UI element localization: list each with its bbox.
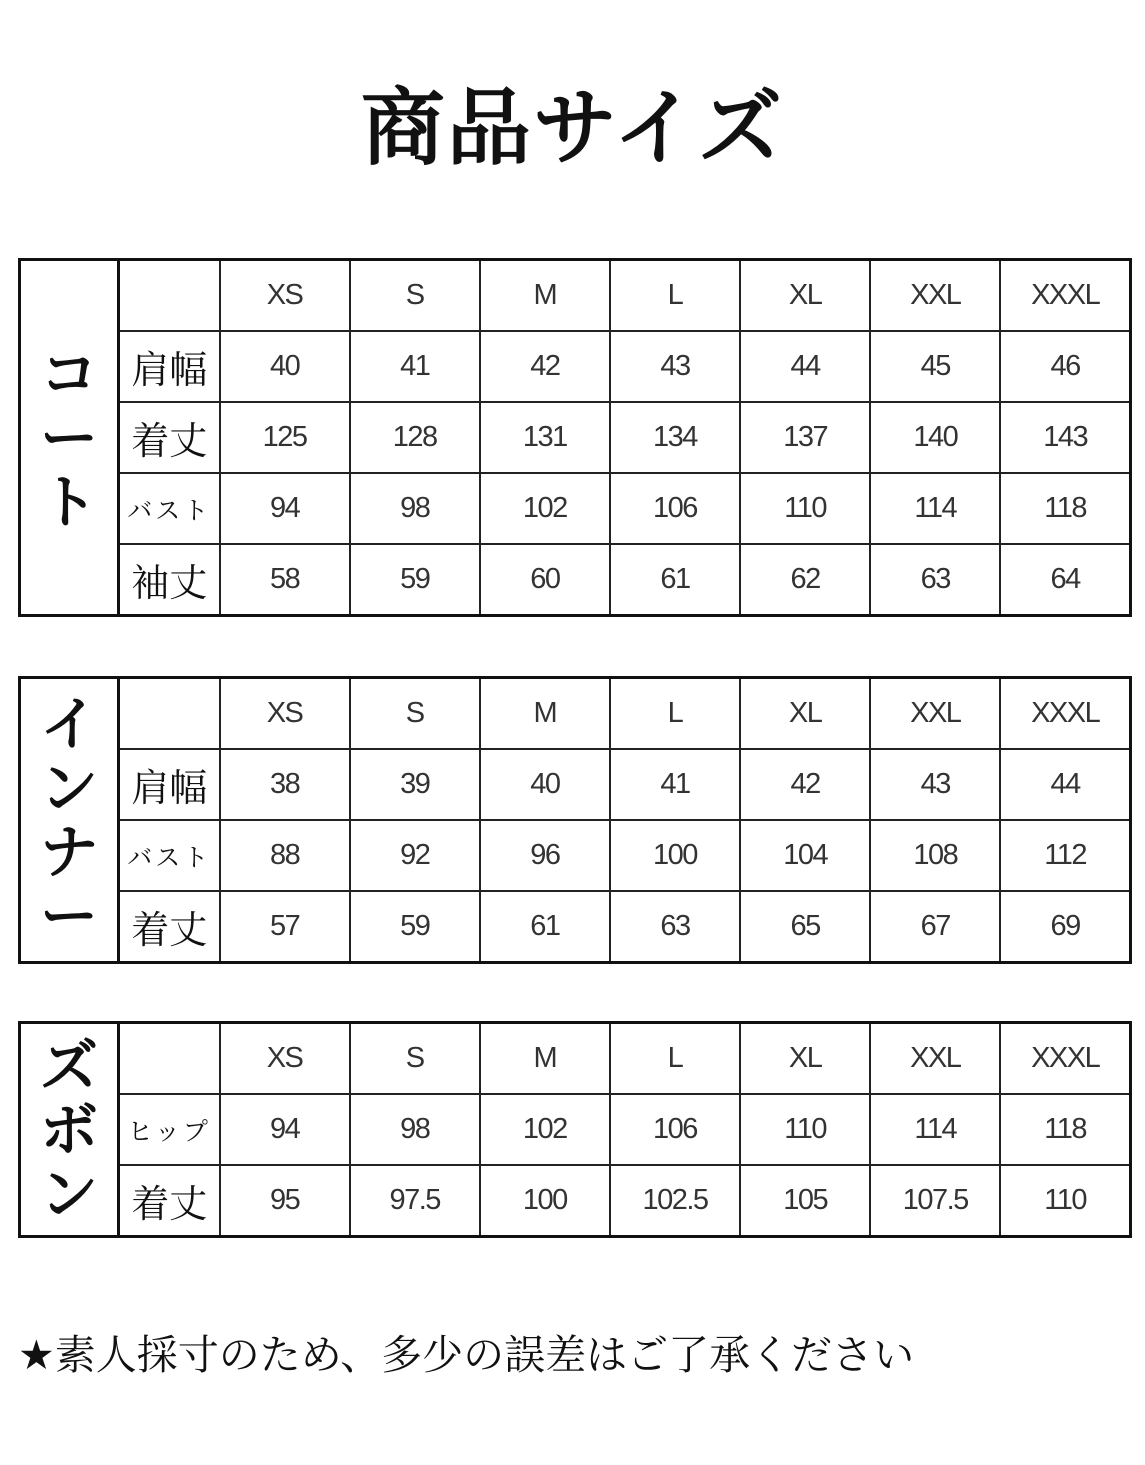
row-label: 袖丈	[119, 544, 220, 616]
size-table-coat	[18, 258, 1132, 617]
value-cell: 125	[220, 402, 350, 473]
value-cell: 42	[480, 331, 610, 402]
header-empty-cell	[119, 678, 220, 750]
size-header: S	[350, 678, 480, 750]
size-header-row	[20, 678, 1131, 750]
size-header: XXXL	[1000, 1023, 1130, 1095]
value-cell: 94	[220, 1094, 350, 1165]
value-cell: 98	[350, 473, 480, 544]
size-header: M	[480, 260, 610, 332]
value-cell: 43	[610, 331, 740, 402]
value-cell: 97.5	[350, 1165, 480, 1237]
size-header: XL	[740, 260, 870, 332]
value-cell: 92	[350, 820, 480, 891]
size-table-pants	[18, 1021, 1132, 1238]
value-cell: 96	[480, 820, 610, 891]
size-header: XXXL	[1000, 678, 1130, 750]
size-header: XL	[740, 678, 870, 750]
page-title: 商品サイズ	[360, 79, 785, 177]
size-table-inner	[18, 676, 1132, 964]
value-cell: 63	[610, 891, 740, 963]
size-header: XXXL	[1000, 260, 1130, 332]
value-cell: 112	[1000, 820, 1130, 891]
table-row	[20, 1094, 1131, 1165]
size-header: S	[350, 1023, 480, 1095]
value-cell: 62	[740, 544, 870, 616]
row-label: 着丈	[119, 891, 220, 963]
value-cell: 102	[480, 1094, 610, 1165]
value-cell: 94	[220, 473, 350, 544]
value-cell: 100	[610, 820, 740, 891]
value-cell: 45	[870, 331, 1000, 402]
value-cell: 114	[870, 1094, 1000, 1165]
value-cell: 41	[350, 331, 480, 402]
size-header: L	[610, 1023, 740, 1095]
value-cell: 61	[480, 891, 610, 963]
value-cell: 143	[1000, 402, 1130, 473]
value-cell: 46	[1000, 331, 1130, 402]
value-cell: 118	[1000, 1094, 1130, 1165]
size-header: L	[610, 678, 740, 750]
size-header: M	[480, 678, 610, 750]
size-header-row	[20, 260, 1131, 332]
category-label: インナー	[20, 678, 119, 963]
value-cell: 131	[480, 402, 610, 473]
value-cell: 106	[610, 1094, 740, 1165]
size-header: M	[480, 1023, 610, 1095]
size-header-row	[20, 1023, 1131, 1095]
table-row	[20, 1165, 1131, 1237]
size-header: XL	[740, 1023, 870, 1095]
value-cell: 114	[870, 473, 1000, 544]
value-cell: 137	[740, 402, 870, 473]
table-row	[20, 402, 1131, 473]
value-cell: 39	[350, 749, 480, 820]
value-cell: 61	[610, 544, 740, 616]
value-cell: 98	[350, 1094, 480, 1165]
value-cell: 69	[1000, 891, 1130, 963]
value-cell: 118	[1000, 473, 1130, 544]
value-cell: 107.5	[870, 1165, 1000, 1237]
row-label: 肩幅	[119, 331, 220, 402]
category-label: ズボン	[20, 1023, 119, 1237]
value-cell: 40	[220, 331, 350, 402]
value-cell: 106	[610, 473, 740, 544]
value-cell: 110	[740, 473, 870, 544]
row-label: バスト	[119, 820, 220, 891]
row-label: 着丈	[119, 1165, 220, 1237]
size-header: S	[350, 260, 480, 332]
value-cell: 102	[480, 473, 610, 544]
value-cell: 134	[610, 402, 740, 473]
size-header: XXL	[870, 1023, 1000, 1095]
value-cell: 105	[740, 1165, 870, 1237]
value-cell: 140	[870, 402, 1000, 473]
table-row	[20, 331, 1131, 402]
table-row	[20, 544, 1131, 616]
value-cell: 59	[350, 544, 480, 616]
value-cell: 64	[1000, 544, 1130, 616]
value-cell: 60	[480, 544, 610, 616]
value-cell: 40	[480, 749, 610, 820]
size-header: XS	[220, 1023, 350, 1095]
category-label: コート	[20, 260, 119, 616]
value-cell: 110	[740, 1094, 870, 1165]
table-row	[20, 473, 1131, 544]
value-cell: 42	[740, 749, 870, 820]
value-cell: 38	[220, 749, 350, 820]
value-cell: 43	[870, 749, 1000, 820]
value-cell: 128	[350, 402, 480, 473]
value-cell: 57	[220, 891, 350, 963]
size-header: XS	[220, 260, 350, 332]
value-cell: 59	[350, 891, 480, 963]
value-cell: 63	[870, 544, 1000, 616]
header-empty-cell	[119, 1023, 220, 1095]
table-row	[20, 891, 1131, 963]
table-row	[20, 820, 1131, 891]
table-row	[20, 749, 1131, 820]
value-cell: 100	[480, 1165, 610, 1237]
row-label: バスト	[119, 473, 220, 544]
value-cell: 44	[1000, 749, 1130, 820]
value-cell: 95	[220, 1165, 350, 1237]
header-empty-cell	[119, 260, 220, 332]
value-cell: 110	[1000, 1165, 1130, 1237]
value-cell: 104	[740, 820, 870, 891]
value-cell: 58	[220, 544, 350, 616]
measurement-note: ★素人採寸のため、多少の誤差はご了承ください	[18, 1331, 915, 1379]
row-label: 着丈	[119, 402, 220, 473]
size-header: L	[610, 260, 740, 332]
value-cell: 65	[740, 891, 870, 963]
row-label: 肩幅	[119, 749, 220, 820]
value-cell: 41	[610, 749, 740, 820]
row-label: ヒップ	[119, 1094, 220, 1165]
value-cell: 67	[870, 891, 1000, 963]
size-header: XXL	[870, 678, 1000, 750]
value-cell: 88	[220, 820, 350, 891]
value-cell: 44	[740, 331, 870, 402]
value-cell: 108	[870, 820, 1000, 891]
size-header: XS	[220, 678, 350, 750]
value-cell: 102.5	[610, 1165, 740, 1237]
size-header: XXL	[870, 260, 1000, 332]
